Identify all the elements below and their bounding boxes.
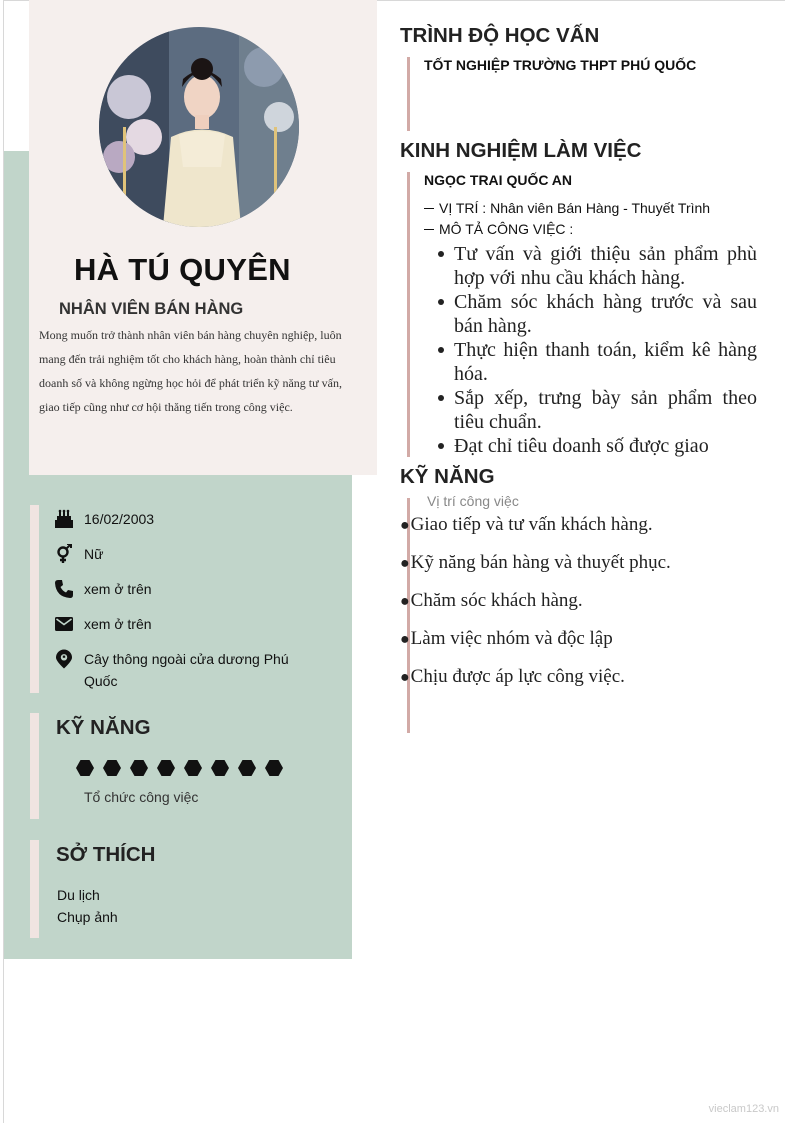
dash-icon (424, 229, 434, 231)
education-title: TRÌNH ĐỘ HỌC VẤN (400, 24, 600, 47)
right-skills-title: KỸ NĂNG (400, 465, 495, 488)
experience-duties-list (454, 242, 757, 458)
duty-item: Sắp xếp, trưng bày sản phẩm theo tiêu chuẩn. (454, 387, 757, 433)
skills-accent-bar (30, 713, 39, 819)
experience-title: KINH NGHIỆM LÀM VIỆC (400, 139, 642, 162)
skill-item (400, 550, 671, 588)
education-school: TỐT NGHIỆP TRƯỜNG THPT PHÚ QUỐC (424, 57, 697, 73)
experience-description-label (424, 221, 573, 237)
experience-position (424, 200, 710, 216)
gender-value: Nữ (84, 546, 104, 562)
contact-gender (54, 543, 324, 578)
left-skills-title: KỸ NĂNG (56, 716, 151, 739)
duty-item: Đạt chỉ tiêu doanh số được giao (454, 434, 757, 458)
skill-item (400, 626, 671, 664)
left-skill-name: Tổ chức công việc (84, 789, 199, 805)
phone-value: xem ở trên (84, 581, 152, 597)
contact-accent-bar (30, 505, 39, 693)
bullet-icon: ● (400, 593, 410, 610)
hobbies-title: SỞ THÍCH (56, 843, 156, 866)
watermark: vieclam123.vn (708, 1103, 779, 1115)
phone-icon (54, 579, 74, 599)
contact-list (54, 508, 324, 692)
bullet-icon: ● (400, 517, 410, 534)
skill-level-hexagon (103, 760, 121, 776)
skill-item-text: Làm việc nhóm và độc lập (410, 628, 613, 649)
bullet-icon: ● (400, 669, 410, 686)
skill-item (400, 588, 671, 626)
contact-birthday (54, 508, 324, 543)
experience-position-text: VỊ TRÍ : Nhân viên Bán Hàng - Thuyết Trình (439, 200, 711, 216)
skill-level-hexagon (265, 760, 283, 776)
experience-rule (407, 172, 410, 457)
bullet-icon: ● (400, 631, 410, 648)
dash-icon (424, 208, 434, 210)
birthday-cake-icon (54, 509, 74, 529)
duty-item: Tư vấn và giới thiệu sản phẩm phù hợp với nhu cầu khách hàng. (454, 243, 757, 289)
hobby-item: Chụp ảnh (57, 909, 118, 925)
skill-level-hexagon (184, 760, 202, 776)
skill-level-rating (76, 760, 283, 776)
bullet-icon: ● (400, 555, 410, 572)
skill-item-text: Chịu được áp lực công việc. (410, 666, 625, 687)
skill-item-text: Kỹ năng bán hàng và thuyết phục. (410, 552, 671, 573)
profile-photo (99, 27, 299, 227)
birthday-value: 16/02/2003 (84, 511, 155, 527)
skill-level-hexagon (157, 760, 175, 776)
skill-level-hexagon (211, 760, 229, 776)
skill-level-hexagon (76, 760, 94, 776)
skills-position-placeholder: Vị trí công việc (427, 493, 519, 509)
duty-item: Chăm sóc khách hàng trước và sau bán hàng. (454, 291, 757, 337)
skill-item (400, 512, 671, 550)
right-skills-list (400, 512, 671, 702)
candidate-name: HÀ TÚ QUYÊN (74, 252, 291, 287)
skill-item (400, 664, 671, 702)
contact-phone (54, 578, 324, 613)
contact-email (54, 613, 324, 648)
skill-item-text: Giao tiếp và tư vấn khách hàng. (410, 514, 653, 535)
career-objective: Mong muốn trở thành nhân viên bán hàng chuyên nghiệp, luôn mang đến trải nghiệm tốt cho khách hàng, hoàn thành chỉ tiêu doanh số và không ngừng học hỏi để phát triển kỹ năng tư vấn, giao tiếp cũng như cơ hội thăng tiến trong công việc. (39, 328, 342, 414)
skill-level-hexagon (130, 760, 148, 776)
email-value: xem ở trên (84, 616, 152, 632)
hobbies-list (57, 884, 118, 928)
skill-level-hexagon (238, 760, 256, 776)
duty-item: Thực hiện thanh toán, kiểm kê hàng hóa. (454, 339, 757, 385)
contact-address (54, 648, 324, 692)
education-rule (407, 57, 410, 131)
address-value: Cây thông ngoài cửa dương Phú Quốc (84, 651, 289, 689)
experience-company: NGỌC TRAI QUỐC AN (424, 172, 573, 188)
location-icon (54, 649, 74, 669)
hobby-item: Du lịch (57, 887, 100, 903)
skill-item-text: Chăm sóc khách hàng. (410, 590, 583, 611)
gender-icon (54, 544, 74, 564)
hobbies-accent-bar (30, 840, 39, 938)
job-title: NHÂN VIÊN BÁN HÀNG (59, 300, 244, 318)
experience-description-text: MÔ TẢ CÔNG VIỆC : (439, 221, 574, 237)
email-icon (54, 614, 74, 634)
